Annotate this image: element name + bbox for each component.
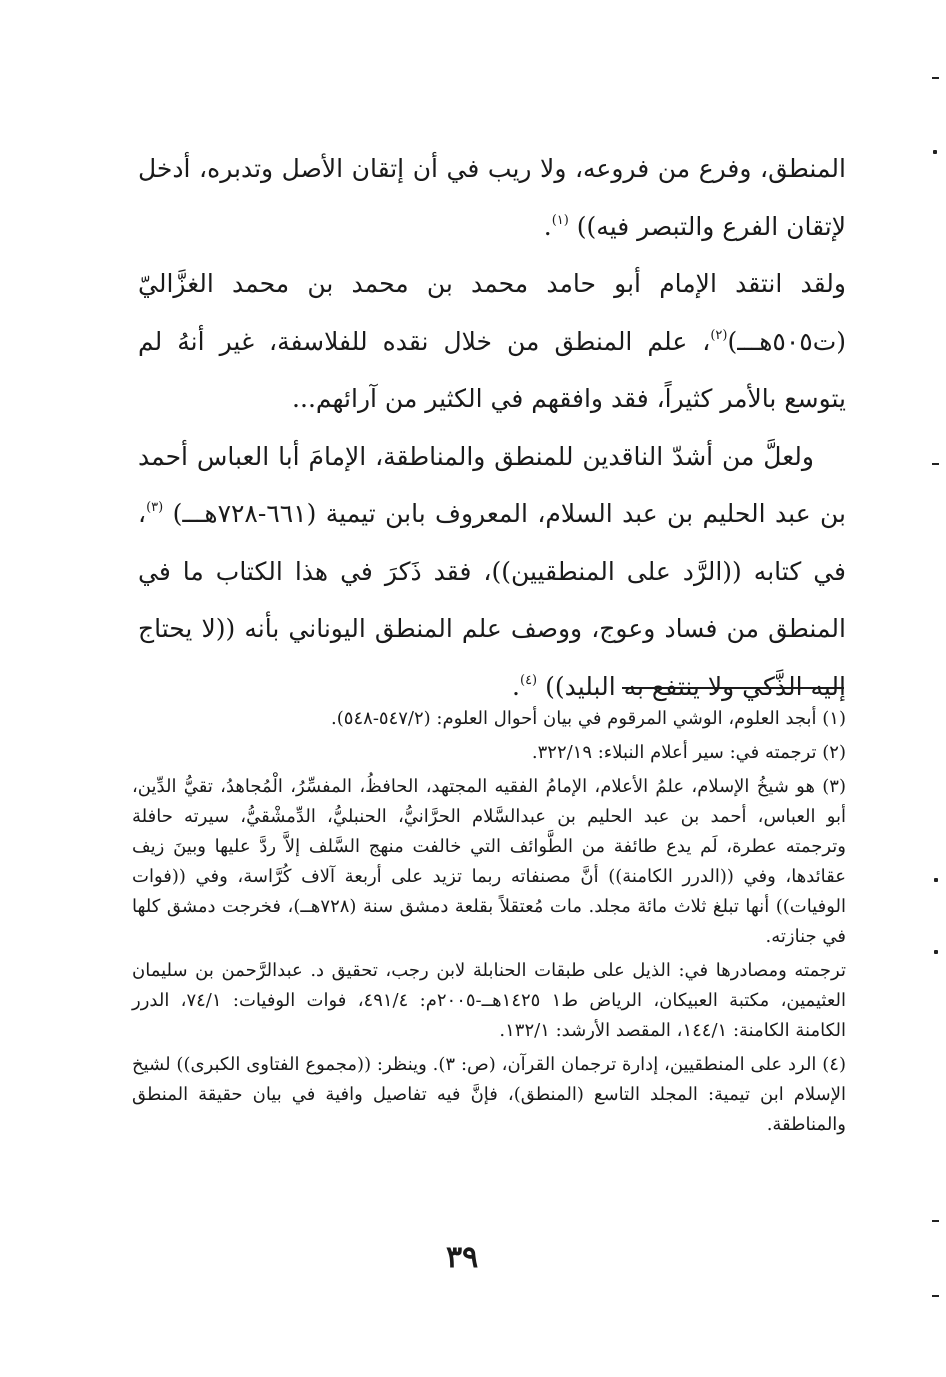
paragraph-2-text-b: ، علم المنطق من خلال نقده للفلاسفة، غير أنهُ لم يتوسع بالأمر كثيراً، فقد وافقهم في الكثير من آرائهم... [138, 326, 846, 413]
footnote-ref-4: (٤) [519, 672, 538, 688]
footnote-3-continued: ترجمته ومصادرها في: الذيل على طبقات الحنابلة لابن رجب، تحقيق د. عبدالرَّحمن بن سليمان العثيمين، مكتبة العبيكان، الرياض ط١ ١٤٢٥هــ-٢٠٠٥م: ٤٩١/٤، فوات الوفيات: ٧٤/١، الدرر الكامنة الكامنة: ١٤٤/١، المقصد الأرشد: ١٣٢/١. [132, 960, 846, 1041]
footnote-ref-1: (١) [551, 212, 569, 228]
scan-mark [933, 150, 937, 154]
main-text [138, 140, 846, 715]
paragraph-2-text-a: ولقد انتقد الإمام أبو حامد محمد بن محمد بن محمد الغزَّاليّ (ت٥٠٥هـــ) [138, 269, 846, 356]
paragraph-3-text-a: ولعلَّ من أشدّ الناقدين للمنطق والمناطقة، الإمامَ أبا العباس أحمد بن عبد الحليم بن عبد السلام، المعروف بابن تيمية (٦٦١-٧٢٨هـــ) [138, 441, 847, 528]
paragraph-1-end: . [543, 211, 552, 241]
footnotes [132, 704, 846, 1144]
paragraph-1-text: المنطق، وفرع من فروعه، ولا ريب في أن إتقان الأصل وتدبره، أدخل لإتقان الفرع والتبصر فيه)) [138, 154, 846, 241]
footnote-2: (٢) ترجمته في: سير أعلام النبلاء: ٣٢٢/١٩. [531, 742, 846, 763]
scan-mark [932, 463, 939, 465]
scan-mark [932, 1220, 939, 1222]
footnote-3: (٣) هو شيخُ الإسلام، علمُ الأعلام، الإمامُ الفقيه المجتهد، الحافظُ، المفسِّرُ، الْمُجاهدُ، تقيُّ الدِّين، أبو العباس، أحمد بن عبد الحليم بن عبدالسَّلام الحرَّانيُّ، الحنبليُّ، الدِّمشْقيُّ، سيرته حافلة وترجمته عطرة، لَم يدع طائفة من الطَّوائف التي خالفت منهج السَّلف إلاَّ ردَّ عليها وبينَ زيف عقائدها، وفي ((الدرر الكامنة)) أنَّ مصنفاته ربما تزيد على أربعة آلاف كُرَّاسة، وفي ((فوات الوفيات)) أنها تبلغ ثلاث مائة مجلد. مات مُعتقلاً بقلعة دمشق سنة (٧٢٨هــ)، فخرجت دمشق كلها في جنازته. [132, 776, 846, 947]
footnote-ref-3: (٣) [146, 500, 164, 515]
scan-mark [934, 950, 938, 954]
paragraph-1 [138, 140, 846, 255]
scan-mark [934, 878, 938, 882]
footnote-ref-2: (٢) [710, 327, 728, 343]
paragraph-3 [138, 428, 846, 716]
scan-mark [932, 77, 939, 79]
paragraph-3-text-b: ، في كتابه ((الرَّد على المنطقيين))، فقد ذَكرَ في هذا الكتاب ما في المنطق من فساد وعوج، ووصف علم المنطق اليوناني بأنه ((لا يحتاج إليه الذَّكي ولا ينتفع به البليد)) [138, 499, 846, 701]
paragraph-2 [138, 255, 846, 428]
paragraph-3-end: . [512, 671, 520, 701]
footnote-1: (١) أبجد العلوم، الوشي المرقوم في بيان أحوال العلوم: (٥٤٧/٢-٥٤٨). [331, 708, 846, 729]
page-number: ٣٩ [446, 1240, 479, 1275]
footnote-separator [622, 687, 844, 689]
scan-mark [932, 1295, 939, 1297]
footnote-4: (٤) الرد على المنطقيين، إدارة ترجمان القرآن، (ص: ٣). وينظر: ((مجموع الفتاوى الكبرى)) لشيخ الإسلام ابن تيمية: المجلد التاسع (المنطق)، فإنَّ فيه تفاصيل وافية في بيان حقيقة المنطق والمناطقة. [132, 1054, 846, 1135]
